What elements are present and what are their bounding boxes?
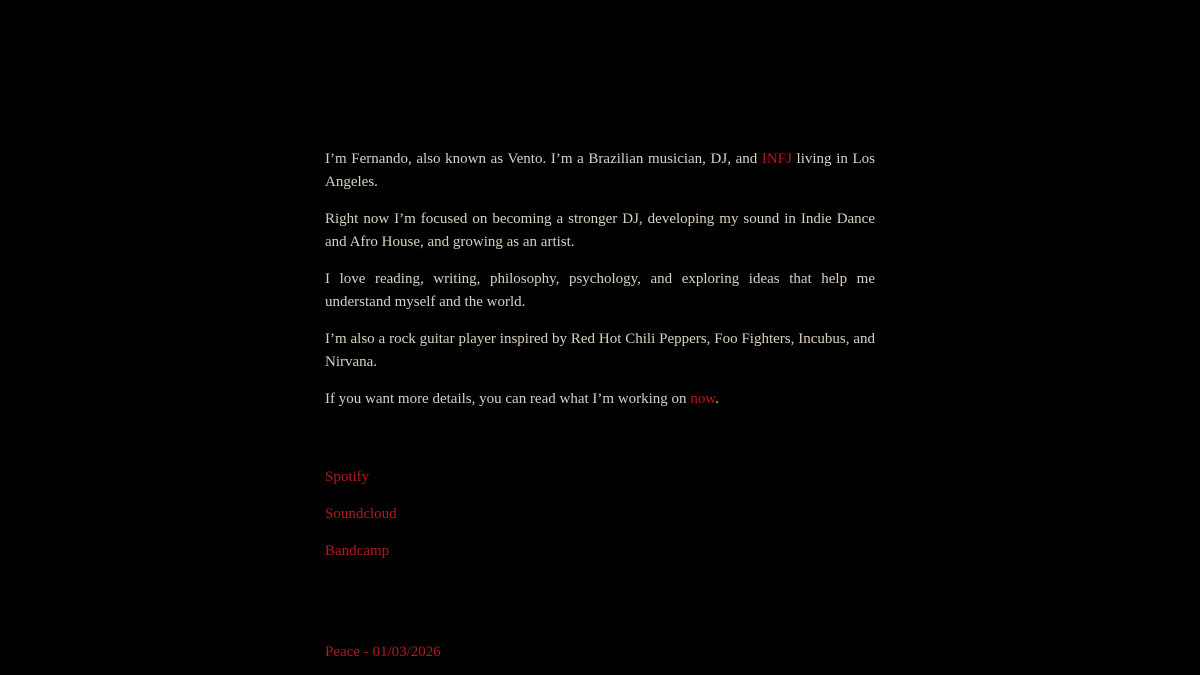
spotify-link[interactable]: Spotify [325,469,370,485]
now-link[interactable]: now [690,391,716,407]
bio-now-text-end: . [715,391,719,407]
bio-intro-text-end: living in Los Angeles. [325,151,875,190]
bio-focus-paragraph: Right now I’m focused on becoming a stronger DJ, developing my sound in Indie Dance and Afro House, and growing as an artist. [325,211,875,250]
bio-section [325,148,875,425]
bio-interests-paragraph: I love reading, writing, philosophy, psychology, and exploring ideas that help me understand myself and the world. [325,271,875,310]
bio-intro-text: I’m Fernando, also known as Vento. I’m a Brazilian musician, DJ, and [325,151,762,167]
bandcamp-link[interactable]: Bandcamp [325,543,390,559]
music-links [325,466,625,577]
bio-guitar-paragraph: I’m also a rock guitar player inspired by Red Hot Chili Peppers, Foo Fighters, Incubus, and Nirvana. [325,331,875,370]
soundcloud-link[interactable]: Soundcloud [325,506,397,522]
bio-intro-paragraph [325,148,875,194]
bio-now-paragraph [325,388,875,411]
footer-signoff: Peace - 01/03/2026 [325,644,441,660]
infj-link[interactable]: INFJ [761,151,792,167]
bio-now-text: If you want more details, you can read what I’m working on [325,391,691,407]
